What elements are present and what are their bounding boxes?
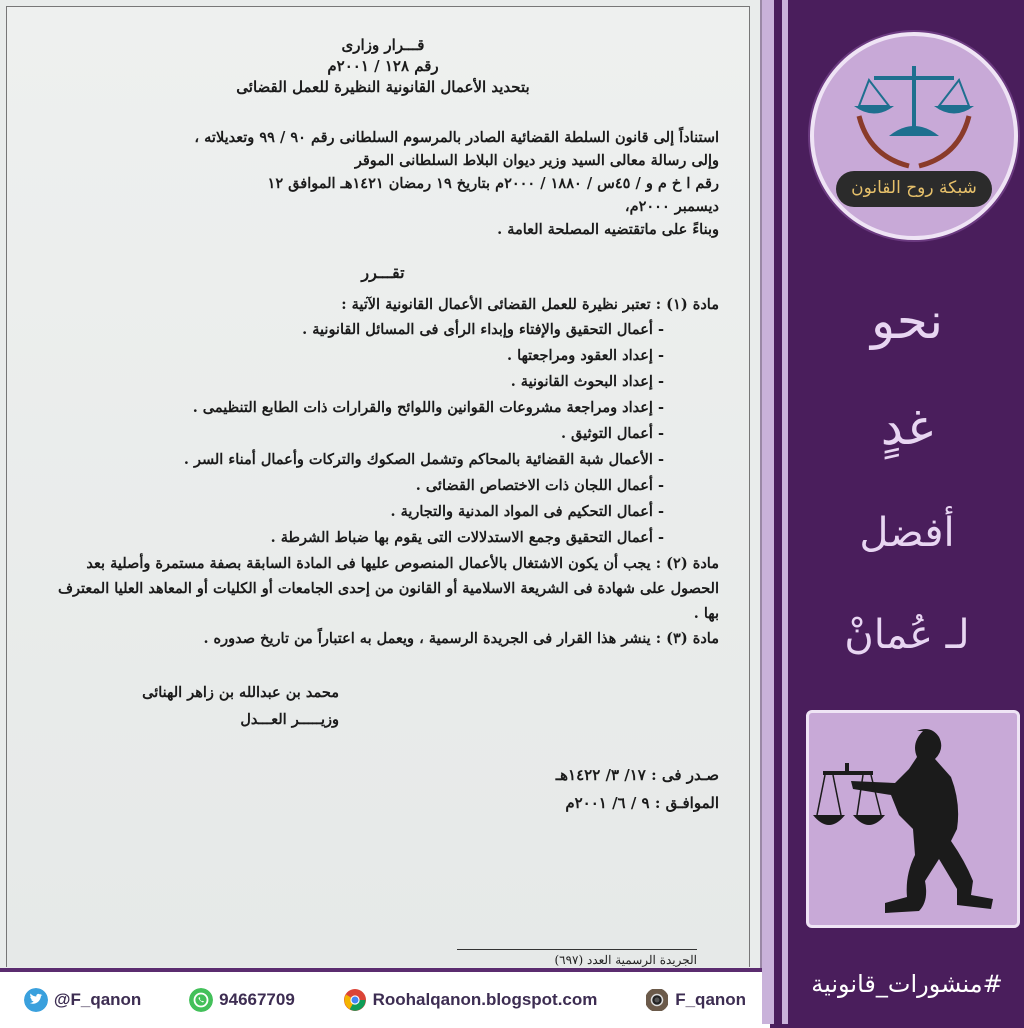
- article-1: [47, 292, 719, 317]
- footer-bar: [0, 968, 770, 1028]
- twitter-link[interactable]: [24, 988, 141, 1012]
- list-item: - أعمال التحكيم فى المواد المدنية والتجارية .: [47, 499, 664, 525]
- list-item: - أعمال التوثيق .: [47, 421, 664, 447]
- document-header: [47, 35, 719, 98]
- signatory-title: وزيـــــر العـــدل: [240, 711, 339, 728]
- logo-text: شبكة روح القانون: [851, 178, 977, 198]
- preamble-line: استناداً إلى قانون السلطة القضائية الصادر بالمرسوم السلطانى رقم ٩٠ / ٩٩ وتعديلاته ،: [194, 129, 719, 146]
- blog-link[interactable]: [343, 988, 598, 1012]
- article-1-label: مادة (١) :: [655, 296, 719, 313]
- article-1-text: تعتبر نظيرة للعمل القضائى الأعمال القانونية الآتية :: [341, 296, 651, 313]
- article-3: [47, 626, 719, 651]
- signatory-name: محمد بن عبدالله بن زاهر الهنائى: [142, 684, 339, 701]
- article-3-label: مادة (٣) :: [655, 630, 719, 647]
- issued-hijri: صـدر فى : ١٧/ ٣/ ١٤٢٢هـ: [555, 766, 719, 784]
- decree-subject: بتحديد الأعمال القانونية النظيرة للعمل القضائى: [236, 78, 530, 96]
- signature-block: [47, 679, 719, 733]
- decree-number: رقم ١٢٨ / ٢٠٠١م: [327, 57, 439, 75]
- document-page: [6, 6, 750, 967]
- libra-figure-icon: [809, 713, 1017, 925]
- network-logo: [810, 32, 1018, 240]
- blog-url: Roohalqanon.blogspot.com: [372, 990, 598, 1009]
- list-item: - أعمال التحقيق وجمع الاستدلالات التى يقوم بها ضباط الشرطة .: [47, 525, 664, 551]
- preamble: [47, 126, 719, 241]
- document-body: [47, 35, 719, 817]
- twitter-handle: @F_qanon: [53, 990, 142, 1009]
- list-item: - إعداد البحوث القانونية .: [47, 369, 664, 395]
- article-2-label: مادة (٢) :: [655, 555, 719, 572]
- instagram-icon: [645, 988, 669, 1012]
- preamble-line: رقم ا خ م و / ٤٥س / ١٨٨٠ / ٢٠٠٠م بتاريخ ١٩ رمضان ١٤٢١هـ الموافق ١٢: [267, 175, 719, 192]
- side-stripe: [762, 0, 774, 1024]
- libra-emblem: [806, 710, 1020, 928]
- list-item: - أعمال اللجان ذات الاختصاص القضائى .: [47, 473, 664, 499]
- list-item: - أعمال التحقيق والإفتاء وإبداء الرأى فى المسائل القانونية .: [47, 317, 664, 343]
- slogan-line-4: لـ عُمانْ: [844, 612, 970, 658]
- slogan-line-1: نحو: [870, 292, 944, 350]
- list-item: - الأعمال شبة القضائية بالمحاكم وتشمل الصكوك والتركات وأعمال أمناء السر .: [47, 447, 664, 473]
- list-item: - إعداد ومراجعة مشروعات القوانين واللوائح والقرارات ذات الطابع التنظيمى .: [47, 395, 664, 421]
- article-3-text: ينشر هذا القرار فى الجريدة الرسمية ، ويعمل به اعتباراً من تاريخ صدوره .: [203, 630, 651, 647]
- article-2: [47, 551, 719, 626]
- slogan-line-3: أفضل: [859, 510, 955, 556]
- article-1-list: [47, 317, 719, 551]
- chrome-icon: [343, 988, 367, 1012]
- preamble-line: وبناءً على ماتقتضيه المصلحة العامة .: [497, 221, 719, 238]
- whatsapp-number: 94667709: [219, 990, 295, 1009]
- issued-gregorian: الموافـق : ٩ / ٦/ ٢٠٠١م: [565, 794, 719, 812]
- twitter-icon: [24, 988, 48, 1012]
- article-2-text: يجب أن يكون الاشتغال بالأعمال المنصوص عليها فى المادة السابقة بصفة مستمرة وأصلية بعد الحصول على شهادة فى الشريعة الاسلامية أو القانون من إحدى الجامعات أو الكليات أو المعاهد العليا المعترف بها .: [58, 555, 719, 622]
- list-item: - إعداد العقود ومراجعتها .: [47, 343, 664, 369]
- decides-heading: تقـــرر: [361, 263, 405, 282]
- whatsapp-link[interactable]: [189, 988, 295, 1012]
- whatsapp-icon: [189, 988, 213, 1012]
- gazette-reference: الجريدة الرسمية العدد (٦٩٧): [457, 949, 697, 967]
- issue-dates: [47, 761, 719, 817]
- side-stripe: [782, 0, 788, 1024]
- preamble-line: وإلى رسالة معالى السيد وزير ديوان البلاط السلطانى الموقر: [354, 152, 719, 169]
- instagram-link[interactable]: [645, 988, 746, 1012]
- hashtag: #منشورات_قانونية: [811, 970, 1003, 998]
- slogan-line-2: غدٍ: [880, 398, 934, 456]
- preamble-line: ديسمبر ٢٠٠٠م،: [624, 198, 719, 215]
- decree-title: قـــرار وزارى: [341, 36, 425, 54]
- instagram-handle: F_qanon: [675, 990, 747, 1009]
- scales-logo-icon: [814, 36, 1014, 236]
